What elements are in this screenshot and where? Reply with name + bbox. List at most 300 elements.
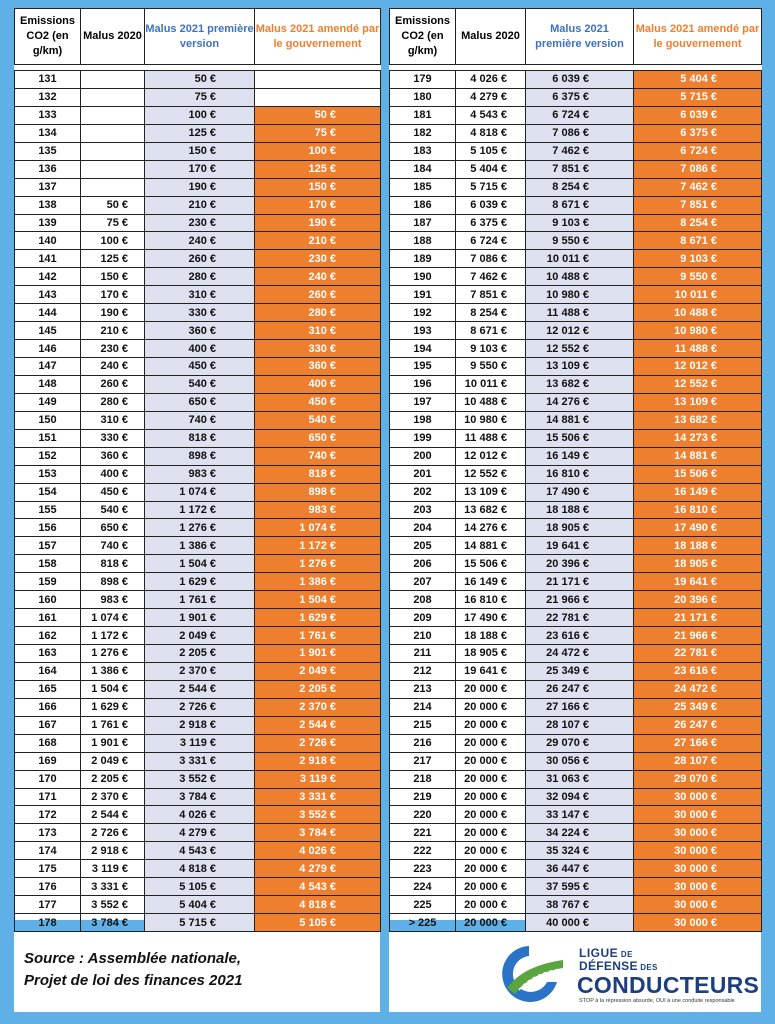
cell-co2: 210 [390, 627, 456, 645]
cell-co2: 209 [390, 609, 456, 627]
cell-malus-2021: 190 € [145, 178, 255, 196]
cell-malus-amended: 983 € [255, 501, 381, 519]
cell-malus-amended: 15 506 € [634, 465, 762, 483]
cell-malus-2021: 7 462 € [526, 142, 634, 160]
cell-malus-2021: 34 224 € [526, 824, 634, 842]
table-row [15, 788, 381, 806]
table-row [390, 393, 762, 411]
cell-malus-2021: 35 324 € [526, 842, 634, 860]
cell-malus-amended: 6 724 € [634, 142, 762, 160]
malus-table-left-panel [14, 8, 380, 929]
table-row [390, 591, 762, 609]
cell-malus-2020: 6 724 € [456, 232, 526, 250]
table-row [15, 375, 381, 393]
cell-malus-2020: 14 276 € [456, 519, 526, 537]
table-row [390, 358, 762, 376]
table-row [15, 698, 381, 716]
cell-malus-2020 [81, 106, 145, 124]
cell-malus-2020: 4 026 € [456, 71, 526, 89]
cell-malus-2021: 3 784 € [145, 788, 255, 806]
cell-co2: 215 [390, 716, 456, 734]
cell-malus-2021: 50 € [145, 71, 255, 89]
cell-co2: 197 [390, 393, 456, 411]
cell-malus-2020: 983 € [81, 591, 145, 609]
cell-malus-amended: 2 205 € [255, 680, 381, 698]
cell-malus-amended: 2 726 € [255, 734, 381, 752]
cell-malus-2021: 26 247 € [526, 680, 634, 698]
table-row [15, 124, 381, 142]
cell-malus-amended: 5 105 € [255, 914, 381, 932]
cell-malus-2020: 3 552 € [81, 896, 145, 914]
table-row [15, 842, 381, 860]
cell-malus-amended: 7 851 € [634, 196, 762, 214]
cell-co2: 205 [390, 537, 456, 555]
header-malus-2021: Malus 2021 première version [145, 9, 255, 65]
cell-malus-2021: 15 506 € [526, 429, 634, 447]
cell-malus-2021: 3 331 € [145, 752, 255, 770]
cell-malus-amended: 125 € [255, 160, 381, 178]
cell-malus-2020: 2 726 € [81, 824, 145, 842]
cell-malus-2021: 25 349 € [526, 662, 634, 680]
cell-malus-2020 [81, 178, 145, 196]
cell-malus-amended: 10 488 € [634, 304, 762, 322]
cell-malus-2020: 1 172 € [81, 627, 145, 645]
cell-malus-amended: 12 012 € [634, 358, 762, 376]
cell-malus-2021: 75 € [145, 88, 255, 106]
cell-co2: 145 [15, 322, 81, 340]
cell-malus-2021: 14 881 € [526, 411, 634, 429]
cell-co2: 224 [390, 878, 456, 896]
cell-malus-amended: 28 107 € [634, 752, 762, 770]
cell-malus-2021: 450 € [145, 358, 255, 376]
table-row [390, 411, 762, 429]
cell-malus-amended: 1 074 € [255, 519, 381, 537]
cell-malus-2020: 4 543 € [456, 106, 526, 124]
cell-malus-2020: 15 506 € [456, 555, 526, 573]
table-row [390, 734, 762, 752]
cell-malus-2021: 260 € [145, 250, 255, 268]
cell-co2: 136 [15, 160, 81, 178]
cell-malus-2021: 18 188 € [526, 501, 634, 519]
cell-malus-2020: 540 € [81, 501, 145, 519]
cell-malus-amended: 30 000 € [634, 914, 762, 932]
cell-co2: 138 [15, 196, 81, 214]
cell-malus-2020: 280 € [81, 393, 145, 411]
cell-malus-amended: 9 550 € [634, 268, 762, 286]
cell-malus-2021: 36 447 € [526, 860, 634, 878]
cell-co2: 204 [390, 519, 456, 537]
header-malus-amended: Malus 2021 amendé par le gouvernement [255, 9, 381, 65]
cell-malus-2021: 2 205 € [145, 645, 255, 663]
table-row [390, 304, 762, 322]
table-row [15, 447, 381, 465]
cell-malus-amended: 4 543 € [255, 878, 381, 896]
cell-malus-amended: 360 € [255, 358, 381, 376]
cell-malus-amended: 330 € [255, 340, 381, 358]
table-row [15, 555, 381, 573]
cell-malus-2021: 210 € [145, 196, 255, 214]
cell-co2: 208 [390, 591, 456, 609]
cell-malus-2020: 5 715 € [456, 178, 526, 196]
cell-malus-2021: 16 149 € [526, 447, 634, 465]
cell-malus-amended: 14 881 € [634, 447, 762, 465]
cell-co2: 137 [15, 178, 81, 196]
cell-malus-amended: 16 810 € [634, 501, 762, 519]
cell-malus-2021: 280 € [145, 268, 255, 286]
cell-malus-2021: 16 810 € [526, 465, 634, 483]
cell-malus-amended: 8 671 € [634, 232, 762, 250]
cell-co2: 211 [390, 645, 456, 663]
cell-malus-amended [255, 71, 381, 89]
table-row [390, 286, 762, 304]
cell-malus-amended: 100 € [255, 142, 381, 160]
cell-malus-amended: 3 552 € [255, 806, 381, 824]
cell-malus-amended: 1 901 € [255, 645, 381, 663]
cell-malus-amended: 450 € [255, 393, 381, 411]
cell-malus-2021: 13 682 € [526, 375, 634, 393]
table-row [390, 322, 762, 340]
table-row [390, 232, 762, 250]
cell-malus-2020: 8 254 € [456, 304, 526, 322]
cell-malus-2021: 17 490 € [526, 483, 634, 501]
table-body [15, 65, 381, 932]
cell-co2: 144 [15, 304, 81, 322]
cell-malus-amended: 2 918 € [255, 752, 381, 770]
cell-malus-2021: 38 767 € [526, 896, 634, 914]
cell-malus-2021: 28 107 € [526, 716, 634, 734]
cell-malus-2020: 2 918 € [81, 842, 145, 860]
table-row [15, 680, 381, 698]
cell-malus-2021: 5 715 € [145, 914, 255, 932]
cell-co2: 168 [15, 734, 81, 752]
cell-malus-2021: 4 026 € [145, 806, 255, 824]
cell-malus-amended: 898 € [255, 483, 381, 501]
header-malus-2020: Malus 2020 [81, 9, 145, 65]
cell-malus-2021: 5 105 € [145, 878, 255, 896]
cell-malus-amended: 740 € [255, 447, 381, 465]
table-row [390, 519, 762, 537]
cell-malus-2020: 13 109 € [456, 483, 526, 501]
cell-malus-2020: 10 980 € [456, 411, 526, 429]
cell-malus-amended: 10 011 € [634, 286, 762, 304]
cell-co2: 162 [15, 627, 81, 645]
cell-malus-2020: 16 810 € [456, 591, 526, 609]
table-row [15, 501, 381, 519]
cell-malus-amended: 30 000 € [634, 806, 762, 824]
cell-malus-2020: 10 488 € [456, 393, 526, 411]
cell-co2: 194 [390, 340, 456, 358]
cell-malus-2021: 40 000 € [526, 914, 634, 932]
cell-co2: 185 [390, 178, 456, 196]
cell-malus-2021: 8 254 € [526, 178, 634, 196]
cell-malus-2020: 7 462 € [456, 268, 526, 286]
table-row [15, 573, 381, 591]
cell-malus-2021: 32 094 € [526, 788, 634, 806]
cell-malus-2021: 2 726 € [145, 698, 255, 716]
cell-malus-amended: 6 039 € [634, 106, 762, 124]
cell-malus-amended: 1 504 € [255, 591, 381, 609]
cell-co2: 178 [15, 914, 81, 932]
table-row [15, 88, 381, 106]
cell-malus-2020: 3 119 € [81, 860, 145, 878]
cell-co2: 196 [390, 375, 456, 393]
table-row [390, 896, 762, 914]
cell-malus-amended: 13 682 € [634, 411, 762, 429]
source-line-1: Source : Assemblée nationale, [24, 950, 242, 967]
cell-malus-2020: 7 086 € [456, 250, 526, 268]
cell-malus-amended: 24 472 € [634, 680, 762, 698]
cell-malus-2020: 1 276 € [81, 645, 145, 663]
table-row [15, 232, 381, 250]
cell-malus-2020: 650 € [81, 519, 145, 537]
cell-co2: 175 [15, 860, 81, 878]
cell-malus-2021: 11 488 € [526, 304, 634, 322]
cell-malus-2020: 20 000 € [456, 860, 526, 878]
cell-co2: 183 [390, 142, 456, 160]
cell-malus-2020: 20 000 € [456, 770, 526, 788]
table-row [390, 501, 762, 519]
cell-malus-2021: 21 966 € [526, 591, 634, 609]
cell-co2: 171 [15, 788, 81, 806]
table-row [15, 429, 381, 447]
header-malus-2020: Malus 2020 [456, 9, 526, 65]
cell-malus-amended: 400 € [255, 375, 381, 393]
cell-malus-amended: 30 000 € [634, 788, 762, 806]
table-row [15, 824, 381, 842]
table-row [390, 429, 762, 447]
cell-malus-2021: 12 012 € [526, 322, 634, 340]
cell-malus-amended: 1 761 € [255, 627, 381, 645]
table-row [15, 806, 381, 824]
cell-malus-2020 [81, 124, 145, 142]
cell-malus-2020: 150 € [81, 268, 145, 286]
table-row [390, 268, 762, 286]
cell-malus-amended: 5 715 € [634, 88, 762, 106]
table-row [390, 860, 762, 878]
table-row [15, 250, 381, 268]
cell-co2: 152 [15, 447, 81, 465]
table-row [15, 196, 381, 214]
table-row [15, 914, 381, 932]
cell-co2: 189 [390, 250, 456, 268]
table-row [390, 465, 762, 483]
malus-table-left [14, 8, 381, 932]
cell-co2: 147 [15, 358, 81, 376]
table-row [15, 896, 381, 914]
table-row [15, 304, 381, 322]
cell-malus-2021: 22 781 € [526, 609, 634, 627]
cell-malus-2021: 9 103 € [526, 214, 634, 232]
table-row [390, 106, 762, 124]
table-row [390, 88, 762, 106]
cell-co2: 181 [390, 106, 456, 124]
cell-malus-2020: 2 544 € [81, 806, 145, 824]
table-row [390, 483, 762, 501]
table-row [15, 71, 381, 89]
cell-co2: 156 [15, 519, 81, 537]
cell-co2: 188 [390, 232, 456, 250]
cell-malus-2021: 10 980 € [526, 286, 634, 304]
cell-malus-amended: 25 349 € [634, 698, 762, 716]
cell-malus-amended: 170 € [255, 196, 381, 214]
cell-malus-amended: 13 109 € [634, 393, 762, 411]
cell-malus-2021: 1 629 € [145, 573, 255, 591]
cell-malus-2021: 6 724 € [526, 106, 634, 124]
cell-malus-2021: 9 550 € [526, 232, 634, 250]
cell-malus-amended: 14 273 € [634, 429, 762, 447]
cell-malus-2020: 100 € [81, 232, 145, 250]
cell-malus-2020: 16 149 € [456, 573, 526, 591]
cell-malus-2020: 18 905 € [456, 645, 526, 663]
cell-malus-2020: 360 € [81, 447, 145, 465]
cell-malus-2020: 4 818 € [456, 124, 526, 142]
cell-malus-2021: 7 851 € [526, 160, 634, 178]
cell-co2: 222 [390, 842, 456, 860]
cell-malus-2021: 983 € [145, 465, 255, 483]
header-malus-amended: Malus 2021 amendé par le gouvernement [634, 9, 762, 65]
cell-malus-2021: 29 070 € [526, 734, 634, 752]
header-co2: Emissions CO2 (en g/km) [390, 9, 456, 65]
cell-malus-2021: 1 386 € [145, 537, 255, 555]
cell-malus-2020 [81, 142, 145, 160]
cell-malus-amended: 818 € [255, 465, 381, 483]
logo-word-des: DES [637, 963, 658, 972]
table-row [390, 573, 762, 591]
table-row [15, 609, 381, 627]
cell-co2: 218 [390, 770, 456, 788]
cell-malus-2020: 20 000 € [456, 734, 526, 752]
cell-malus-2021: 31 063 € [526, 770, 634, 788]
cell-co2: 186 [390, 196, 456, 214]
cell-malus-2020: 20 000 € [456, 716, 526, 734]
cell-malus-amended: 190 € [255, 214, 381, 232]
cell-malus-2021: 24 472 € [526, 645, 634, 663]
cell-malus-2020: 17 490 € [456, 609, 526, 627]
logo-text-conducteurs: CONDUCTEURS [577, 972, 760, 998]
malus-table-right [389, 8, 762, 932]
cell-malus-2021: 100 € [145, 106, 255, 124]
cell-malus-2020: 9 550 € [456, 358, 526, 376]
cell-malus-amended: 19 641 € [634, 573, 762, 591]
table-row [390, 914, 762, 932]
cell-co2: 161 [15, 609, 81, 627]
cell-malus-amended: 75 € [255, 124, 381, 142]
cell-malus-amended: 650 € [255, 429, 381, 447]
cell-malus-2021: 6 039 € [526, 71, 634, 89]
cell-malus-2021: 1 172 € [145, 501, 255, 519]
cell-malus-2020: 5 404 € [456, 160, 526, 178]
cell-malus-2020: 14 881 € [456, 537, 526, 555]
cell-malus-2021: 1 074 € [145, 483, 255, 501]
cell-malus-amended: 310 € [255, 322, 381, 340]
cell-malus-amended: 27 166 € [634, 734, 762, 752]
cell-malus-2021: 4 279 € [145, 824, 255, 842]
cell-malus-2021: 650 € [145, 393, 255, 411]
cell-co2: 139 [15, 214, 81, 232]
cell-malus-2020: 1 629 € [81, 698, 145, 716]
cell-malus-amended: 3 331 € [255, 788, 381, 806]
logo-text-line-1 [579, 946, 633, 960]
table-row [15, 286, 381, 304]
cell-co2: 133 [15, 106, 81, 124]
table-row [15, 662, 381, 680]
cell-co2: 187 [390, 214, 456, 232]
cell-malus-2021: 12 552 € [526, 340, 634, 358]
cell-malus-2021: 818 € [145, 429, 255, 447]
logo-word-de: DE [618, 950, 634, 959]
cell-co2: 157 [15, 537, 81, 555]
cell-malus-amended: 21 966 € [634, 627, 762, 645]
cell-co2: 172 [15, 806, 81, 824]
cell-co2: > 225 [390, 914, 456, 932]
cell-co2: 202 [390, 483, 456, 501]
table-header-row [15, 9, 381, 65]
table-row [390, 71, 762, 89]
cell-malus-2021: 3 119 € [145, 734, 255, 752]
cell-malus-amended: 26 247 € [634, 716, 762, 734]
table-row [390, 555, 762, 573]
cell-malus-2020: 3 331 € [81, 878, 145, 896]
header-co2: Emissions CO2 (en g/km) [15, 9, 81, 65]
cell-co2: 132 [15, 88, 81, 106]
cell-co2: 223 [390, 860, 456, 878]
header-malus-2021: Malus 2021 première version [526, 9, 634, 65]
table-row [15, 860, 381, 878]
cell-co2: 225 [390, 896, 456, 914]
cell-malus-2020: 20 000 € [456, 788, 526, 806]
table-row [390, 447, 762, 465]
cell-malus-amended: 23 616 € [634, 662, 762, 680]
cell-malus-2020: 75 € [81, 214, 145, 232]
cell-malus-2020: 20 000 € [456, 878, 526, 896]
cell-malus-2021: 1 761 € [145, 591, 255, 609]
cell-malus-2020: 898 € [81, 573, 145, 591]
cell-malus-2021: 6 375 € [526, 88, 634, 106]
cell-malus-2021: 18 905 € [526, 519, 634, 537]
table-row [15, 358, 381, 376]
cell-malus-2021: 540 € [145, 375, 255, 393]
table-row [15, 214, 381, 232]
table-row [390, 340, 762, 358]
cell-malus-2021: 2 544 € [145, 680, 255, 698]
cell-malus-amended: 30 000 € [634, 824, 762, 842]
cell-malus-2021: 10 011 € [526, 250, 634, 268]
cell-malus-amended: 150 € [255, 178, 381, 196]
cell-malus-amended: 30 000 € [634, 860, 762, 878]
table-row [15, 106, 381, 124]
cell-malus-amended: 4 279 € [255, 860, 381, 878]
cell-malus-2020: 20 000 € [456, 752, 526, 770]
cell-co2: 131 [15, 71, 81, 89]
cell-malus-amended: 30 000 € [634, 896, 762, 914]
table-row [15, 393, 381, 411]
table-body [390, 65, 762, 932]
table-row [390, 788, 762, 806]
cell-malus-2020: 230 € [81, 340, 145, 358]
logo-box [389, 932, 761, 1012]
cell-malus-amended [255, 88, 381, 106]
table-row [390, 124, 762, 142]
cell-malus-2021: 5 404 € [145, 896, 255, 914]
cell-malus-2020: 20 000 € [456, 896, 526, 914]
cell-malus-2020: 260 € [81, 375, 145, 393]
cell-malus-amended: 2 049 € [255, 662, 381, 680]
cell-malus-2020: 1 386 € [81, 662, 145, 680]
cell-co2: 199 [390, 429, 456, 447]
table-row [390, 178, 762, 196]
cell-malus-2021: 1 276 € [145, 519, 255, 537]
cell-malus-2020: 8 671 € [456, 322, 526, 340]
